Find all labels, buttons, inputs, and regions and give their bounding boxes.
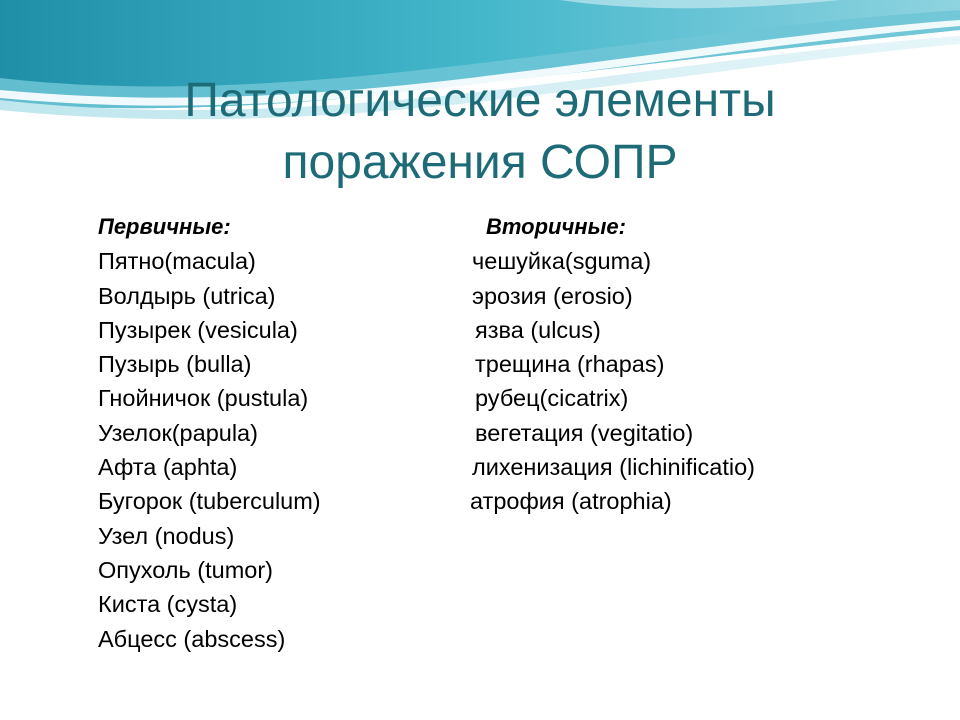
list-item: вегетация (vegitatio) — [475, 419, 694, 446]
list-item: атрофия (atrophia) — [470, 488, 672, 515]
list-item: Абцесс (abscess) — [98, 625, 286, 652]
list-item: язва (ulcus) — [475, 316, 601, 343]
list-item: лихенизация (lichinificatio) — [472, 454, 755, 481]
list-item: чешуйка(sguma) — [472, 248, 652, 275]
primary-elements-list — [98, 210, 321, 656]
slide-title-line2: поражения СОПР — [282, 136, 678, 189]
list-item: Пятно(macula) — [98, 248, 256, 275]
list-item: Киста (cysta) — [98, 591, 238, 618]
secondary-heading: Вторичные: — [486, 214, 626, 239]
list-item: трещина (rhapas) — [475, 351, 665, 378]
list-item: эрозия (erosio) — [472, 282, 633, 309]
list-item: Волдырь (utrica) — [98, 282, 276, 309]
slide-title — [0, 70, 960, 194]
list-item: Гнойничок (pustula) — [98, 385, 309, 412]
list-item: Узелок(papula) — [98, 419, 258, 446]
list-item: Пузырек (vesicula) — [98, 316, 298, 343]
list-item: рубец(cicatrix) — [475, 385, 629, 412]
list-item: Бугорок (tuberculum) — [98, 488, 321, 515]
list-item: Афта (aphta) — [98, 454, 238, 481]
slide-title-line1: Патологические элементы — [184, 74, 776, 127]
primary-heading: Первичные: — [98, 214, 231, 239]
list-item: Опухоль (tumor) — [98, 556, 273, 583]
list-item: Пузырь (bulla) — [98, 351, 252, 378]
list-item: Узел (nodus) — [98, 522, 235, 549]
secondary-elements-list — [472, 210, 755, 519]
